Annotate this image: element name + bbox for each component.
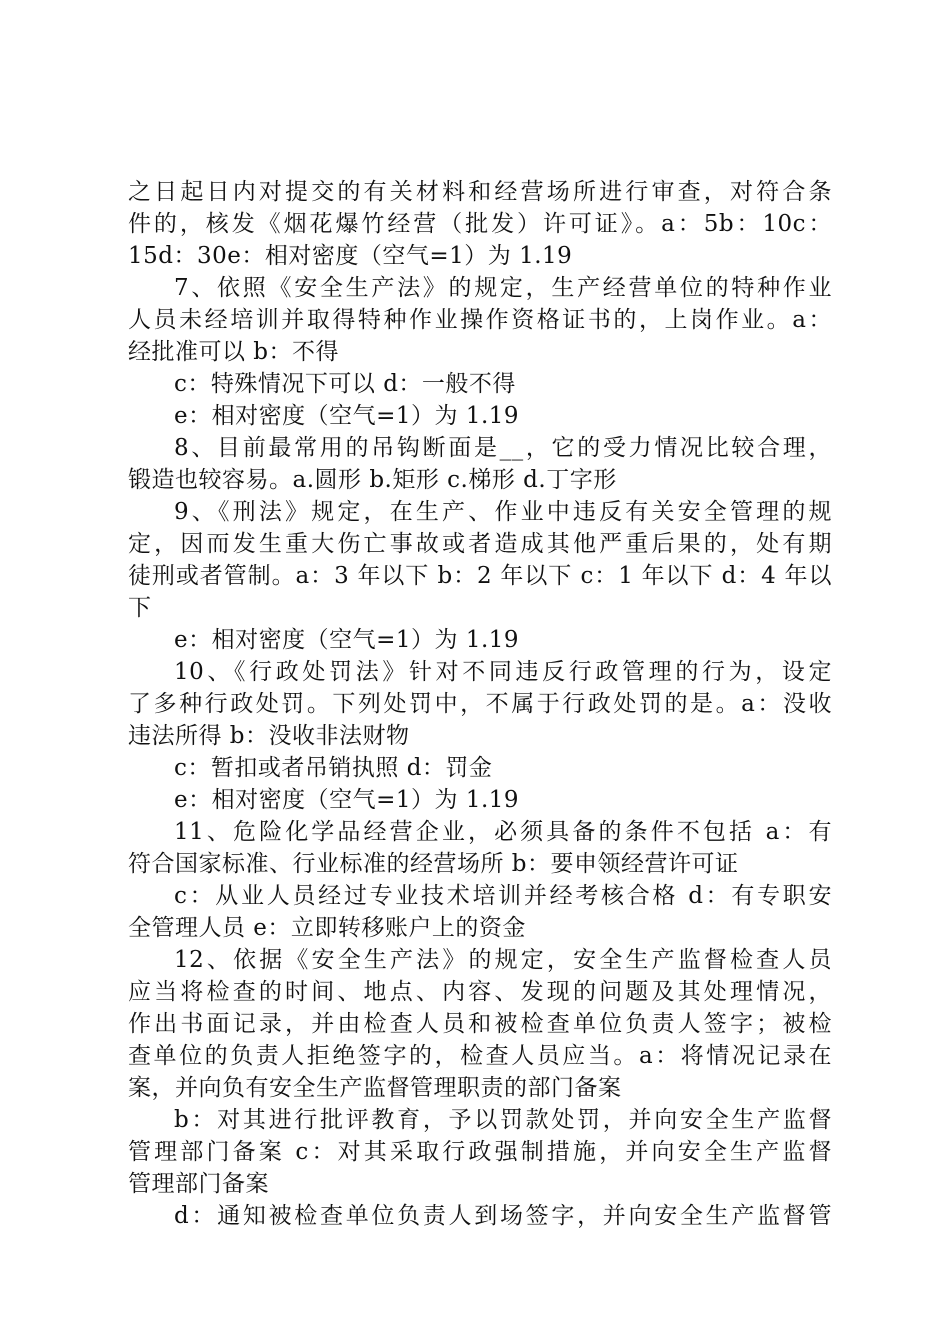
text-line: 12、依据《安全生产法》的规定，安全生产监督检查人员: [174, 947, 832, 973]
text-line: d：通知被检查单位负责人到场签字，并向安全生产监督管: [174, 1203, 832, 1229]
text-line: 人员未经培训并取得特种作业操作资格证书的，上岗作业。a：: [128, 307, 832, 333]
text-line: 下: [128, 595, 152, 621]
text-line: 管理部门备案: [128, 1171, 269, 1197]
text-line: 定，因而发生重大伤亡事故或者造成其他严重后果的，处有期: [128, 531, 832, 557]
text-line: b：对其进行批评教育，予以罚款处罚，并向安全生产监督: [174, 1107, 832, 1133]
document-body: [128, 176, 832, 1232]
text-line: e：相对密度（空气=1）为 1.19: [174, 627, 520, 653]
text-line: 10、《行政处罚法》针对不同违反行政管理的行为，设定: [174, 659, 832, 685]
text-line: 了多种行政处罚。下列处罚中，不属于行政处罚的是。a：没收: [128, 691, 832, 717]
text-line: 8、目前最常用的吊钩断面是__，它的受力情况比较合理，: [174, 435, 832, 461]
text-line: 11、危险化学品经营企业，必须具备的条件不包括 a：有: [174, 819, 832, 845]
text-line: 经批准可以 b：不得: [128, 339, 340, 365]
text-line: 件的，核发《烟花爆竹经营（批发）许可证》。a：5b：10c：: [128, 211, 832, 237]
text-line: 徒刑或者管制。a：3 年以下 b：2 年以下 c：1 年以下 d：4 年以: [128, 563, 832, 589]
text-line: e：相对密度（空气=1）为 1.19: [174, 403, 520, 429]
text-line: 查单位的负责人拒绝签字的，检查人员应当。a：将情况记录在: [128, 1043, 832, 1069]
text-line: 之日起日内对提交的有关材料和经营场所进行审查，对符合条: [128, 179, 832, 205]
text-line: c：从业人员经过专业技术培训并经考核合格 d：有专职安: [174, 883, 832, 909]
text-line: 9、《刑法》规定，在生产、作业中违反有关安全管理的规: [174, 499, 832, 525]
text-line: 符合国家标准、行业标准的经营场所 b：要申领经营许可证: [128, 851, 739, 877]
text-line: 7、依照《安全生产法》的规定，生产经营单位的特种作业: [174, 275, 832, 301]
text-line: 全管理人员 e：立即转移账户上的资金: [128, 915, 526, 941]
text-line: c：暂扣或者吊销执照 d：罚金: [174, 755, 493, 781]
text-line: 管理部门备案 c：对其采取行政强制措施，并向安全生产监督: [128, 1139, 832, 1165]
text-line: 锻造也较容易。a.圆形 b.矩形 c.梯形 d.丁字形: [128, 467, 617, 493]
text-line: e：相对密度（空气=1）为 1.19: [174, 787, 520, 813]
text-line: 15d：30e：相对密度（空气=1）为 1.19: [128, 243, 573, 269]
text-line: 应当将检查的时间、地点、内容、发现的问题及其处理情况，: [128, 979, 832, 1005]
text-line: c：特殊情况下可以 d：一般不得: [174, 371, 516, 397]
text-line: 违法所得 b：没收非法财物: [128, 723, 410, 749]
text-line: 作出书面记录，并由检查人员和被检查单位负责人签字；被检: [128, 1011, 832, 1037]
text-line: 案，并向负有安全生产监督管理职责的部门备案: [128, 1075, 622, 1101]
